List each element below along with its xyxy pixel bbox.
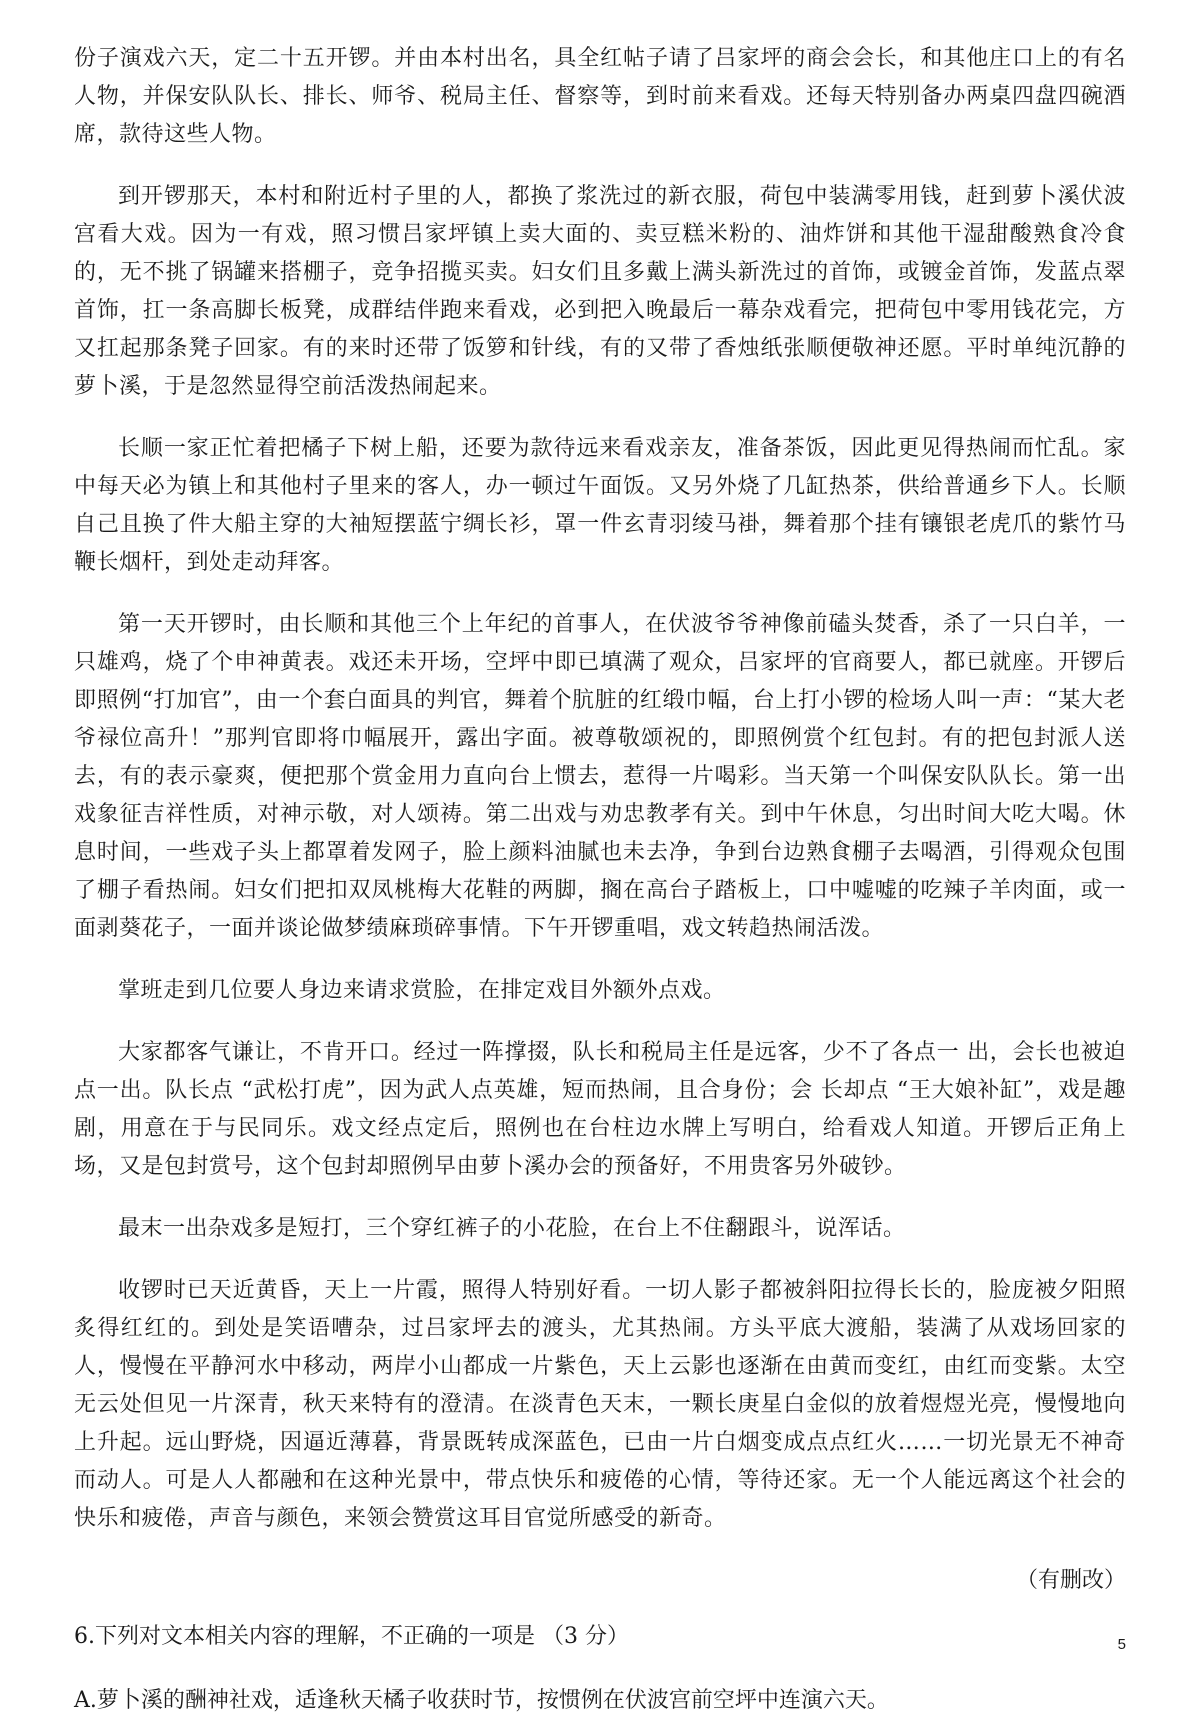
passage <box>74 40 1126 1600</box>
question-stem: 6.下列对文本相关内容的理解，不正确的一项是 （3 分） <box>74 1624 629 1649</box>
page-number: 5 <box>1117 1636 1126 1653</box>
paragraph: 大家都客气谦让，不肯开口。经过一阵撑掇，队长和税局主任是远客，少不了各点一 出，会长也被迫点一出。队长点 “武松打虎”，因为武人点英雄，短而热闹，且合身份；会 长却点 “王大娘补缸”，戏是趣剧，用意在于与民同乐。戏文经点定后，照例也在台柱边水牌上写明白，给看戏人知道。开锣后正角上场，又是包封赏号，这个包封却照例早由萝卜溪办会的预备好，不用贵客另外破钞。 <box>74 1040 1126 1179</box>
paragraph: 长顺一家正忙着把橘子下树上船，还要为款待远来看戏亲友，准备茶饭，因此更见得热闹而忙乱。家中每天必为镇上和其他村子里来的客人，办一顿过午面饭。又另外烧了几缸热茶，供给普通乡下人。长顺自己且换了件大船主穿的大袖短摆蓝宁绸长衫，罩一件玄青羽绫马褂，舞着那个挂有镶银老虎爪的紫竹马鞭长烟杆，到处走动拜客。 <box>74 436 1126 575</box>
abridgement-note: （有删改） <box>1015 1568 1126 1593</box>
answer-option-a: A.萝卜溪的酬神社戏，适逢秋天橘子收获时节，按惯例在伏波宫前空坪中连演六天。 <box>74 1688 889 1713</box>
paragraph: 掌班走到几位要人身边来请求赏脸，在排定戏目外额外点戏。 <box>118 978 726 1003</box>
paragraph: 到开锣那天，本村和附近村子里的人，都换了浆洗过的新衣服，荷包中装满零用钱，赶到萝卜溪伏波宫看大戏。因为一有戏，照习惯吕家坪镇上卖大面的、卖豆糕米粉的、油炸饼和其他干湿甜酸熟食冷食的，无不挑了锅罐来搭棚子，竞争招揽买卖。妇女们且多戴上满头新洗过的首饰，或镀金首饰，发蓝点翠首饰，扛一条高脚长板凳，成群结伴跑来看戏，必到把入晚最后一幕杂戏看完，把荷包中零用钱花完，方又扛起那条凳子回家。有的来时还带了饭箩和针线，有的又带了香烛纸张顺便敬神还愿。平时单纯沉静的萝卜溪，于是忽然显得空前活泼热闹起来。 <box>74 184 1126 399</box>
question-block <box>74 1618 1126 1720</box>
paragraph: 最末一出杂戏多是短打，三个穿红裤子的小花脸，在台上不住翻跟斗，说浑话。 <box>118 1216 906 1241</box>
paragraph: 第一天开锣时，由长顺和其他三个上年纪的首事人，在伏波爷爷神像前磕头焚香，杀了一只白羊，一只雄鸡，烧了个申神黄表。戏还未开场，空坪中即已填满了观众，吕家坪的官商要人，都已就座。开锣后即照例“打加官”，由一个套白面具的判官，舞着个肮脏的红缎巾幅，台上打小锣的检场人叫一声：“某大老爷禄位高升！”那判官即将巾幅展开，露出字面。被尊敬颂祝的，即照例赏个红包封。有的把包封派人送去，有的表示豪爽，便把那个赏金用力直向台上惯去，惹得一片喝彩。当天第一个叫保安队队长。第一出戏象征吉祥性质，对神示敬，对人颂祷。第二出戏与劝忠教孝有关。到中午休息，匀出时间大吃大喝。休息时间，一些戏子头上都罩着发网子，脸上颜料油腻也未去净，争到台边熟食棚子去喝酒，引得观众包围了棚子看热闹。妇女们把扣双凤桃梅大花鞋的两脚，搁在高台子踏板上，口中嘘嘘的吃辣子羊肉面，或一面剥葵花子，一面并谈论做梦绩麻琐碎事情。下午开锣重唱，戏文转趋热闹活泼。 <box>74 612 1126 941</box>
document-page <box>74 40 1126 1720</box>
paragraph: 收锣时已天近黄昏，天上一片霞，照得人特别好看。一切人影子都被斜阳拉得长长的，脸庞被夕阳照炙得红红的。到处是笑语嘈杂，过吕家坪去的渡头，尤其热闹。方头平底大渡船，装满了从戏场回家的人，慢慢在平静河水中移动，两岸小山都成一片紫色，天上云影也逐渐在由黄而变红，由红而变紫。太空无云处但见一片深青，秋天来特有的澄清。在淡青色天末，一颗长庚星白金似的放着煜煜光亮，慢慢地向上升起。远山野烧，因逼近薄暮，背景既转成深蓝色，已由一片白烟变成点点红火……一切光景无不神奇而动人。可是人人都融和在这种光景中，带点快乐和疲倦的心情，等待还家。无一个人能远离这个社会的快乐和疲倦，声音与颜色，来领会赞赏这耳目官觉所感受的新奇。 <box>74 1278 1126 1531</box>
paragraph: 份子演戏六天，定二十五开锣。并由本村出名，具全红帖子请了吕家坪的商会会长，和其他庄口上的有名人物，并保安队队长、排长、师爷、税局主任、督察等，到时前来看戏。还每天特别备办两桌四盘四碗酒席，款待这些人物。 <box>74 46 1126 147</box>
